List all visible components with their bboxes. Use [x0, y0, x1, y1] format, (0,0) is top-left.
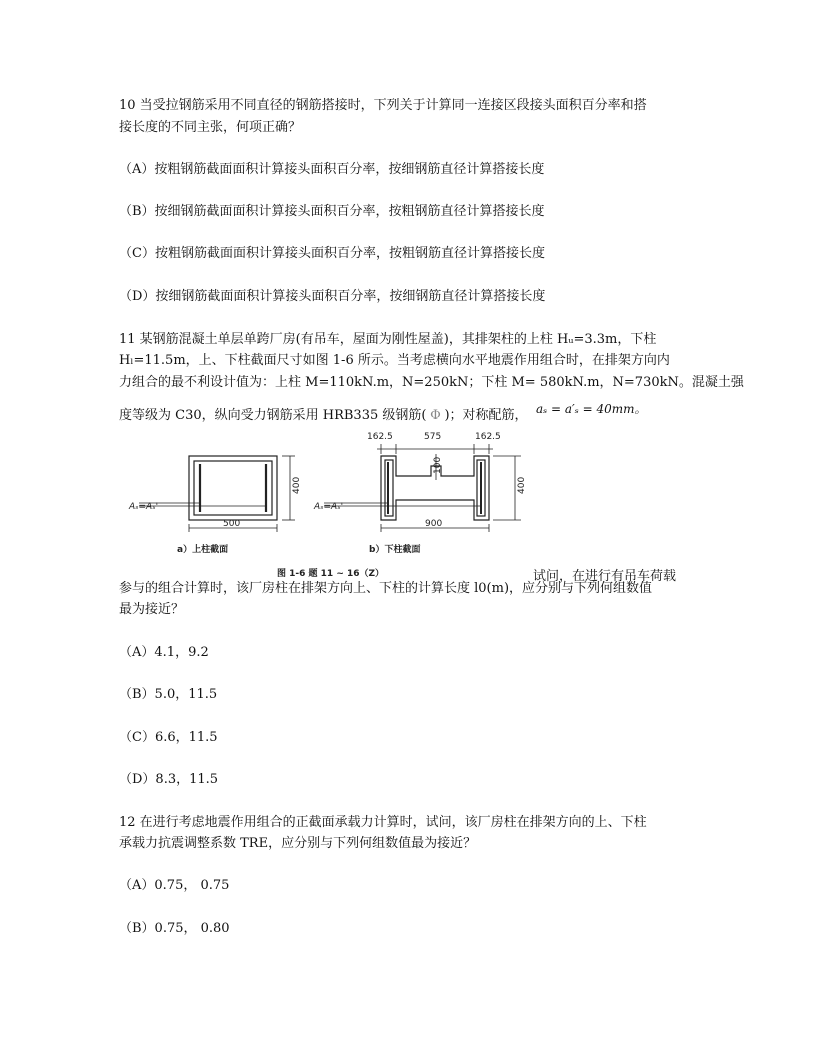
- q11-option-b: （B）5.0，11.5: [119, 687, 218, 702]
- q12-option-a: （A）0.75， 0.75: [119, 878, 230, 893]
- q10-option-c: （C）按粗钢筋截面面积计算接头面积百分率，按粗钢筋直径计算搭接长度: [119, 246, 545, 261]
- q11-line6: 最为接近？: [119, 602, 185, 617]
- q11-line4-end: )；对称配筋，: [444, 408, 528, 423]
- q11-option-a: （A）4.1，9.2: [119, 645, 209, 660]
- label-lower-section: b）下柱截面: [369, 545, 421, 555]
- q11-line4-text: 度等级为 C30，纵向受力钢筋采用 HRB335 级钢筋(: [119, 408, 427, 423]
- cover-formula: aₛ = a′ₛ = 40mm。: [536, 402, 647, 416]
- q12-line1: 12 在进行考虑地震作用组合的正截面承载力计算时，试问，该厂房柱在排架方向的上、下柱: [119, 815, 647, 830]
- q10-option-a: （A）按粗钢筋截面面积计算接头面积百分率，按细钢筋直径计算搭接长度: [119, 162, 545, 177]
- dim-400-b: 400: [517, 476, 527, 494]
- q11-line5: 参与的组合计算时，该厂房柱在排架方向上、下柱的计算长度 l0(m)，应分别与下列何组数值: [119, 581, 653, 596]
- dim-900: 900: [425, 519, 443, 529]
- dim-400-a: 400: [292, 476, 302, 494]
- dim-100: 100: [433, 456, 443, 474]
- q10-stem-line1: 10 当受拉钢筋采用不同直径的钢筋搭接时，下列关于计算同一连接区段接头面积百分率和搭: [119, 98, 647, 113]
- upper-column-outline: [189, 456, 277, 520]
- q10-option-b: （B）按细钢筋截面面积计算接头面积百分率，按粗钢筋直径计算搭接长度: [119, 204, 545, 219]
- q10-option-d: （D）按细钢筋截面面积计算接头面积百分率，按细钢筋直径计算搭接长度: [119, 289, 546, 304]
- q12-option-b: （B）0.75， 0.80: [119, 921, 230, 936]
- q11-line4: [119, 405, 528, 426]
- dim-500: 500: [223, 519, 241, 529]
- q11-line2: Hₗ=11.5m，上、下柱截面尺寸如图 1-6 所示。当考虑横向水平地震作用组合时，在排架方向内: [119, 353, 670, 368]
- q11-option-d: （D）8.3，11.5: [119, 772, 219, 787]
- q10-stem-line2: 接长度的不同主张，何项正确？: [119, 120, 302, 135]
- as-label-b: Aₛ=Aₛ': [314, 502, 344, 512]
- figure-1-6: [119, 432, 679, 580]
- q11-option-c: （C）6.6，11.5: [119, 730, 218, 745]
- dim-575: 575: [424, 432, 442, 442]
- q11-line1: 11 某钢筋混凝土单层单跨厂房(有吊车，屋面为刚性屋盖)，其排架柱的上柱 Hᵤ=3.3m，下柱: [119, 332, 657, 347]
- dim-162-5-left: 162.5: [367, 432, 393, 442]
- figure-caption: 图 1-6 题 11 ~ 16（Z）: [277, 569, 385, 579]
- label-upper-section: a）上柱截面: [177, 545, 229, 555]
- dim-162-5-right: 162.5: [475, 432, 501, 442]
- rebar-symbol-icon: Φ: [430, 408, 441, 423]
- q11-line3: 力组合的最不利设计值为：上柱 M=110kN.m，N=250kN；下柱 M= 580kN.m，N=730kN。混凝土强: [119, 375, 744, 390]
- upper-column-stirrup: [194, 461, 272, 515]
- q11-tail: 试问，在进行有吊车荷载: [533, 569, 677, 584]
- q12-line2: 承载力抗震调整系数 TRE，应分别与下列何组数值最为接近？: [119, 836, 477, 851]
- as-label-a: Aₛ=Aₛ': [129, 502, 159, 512]
